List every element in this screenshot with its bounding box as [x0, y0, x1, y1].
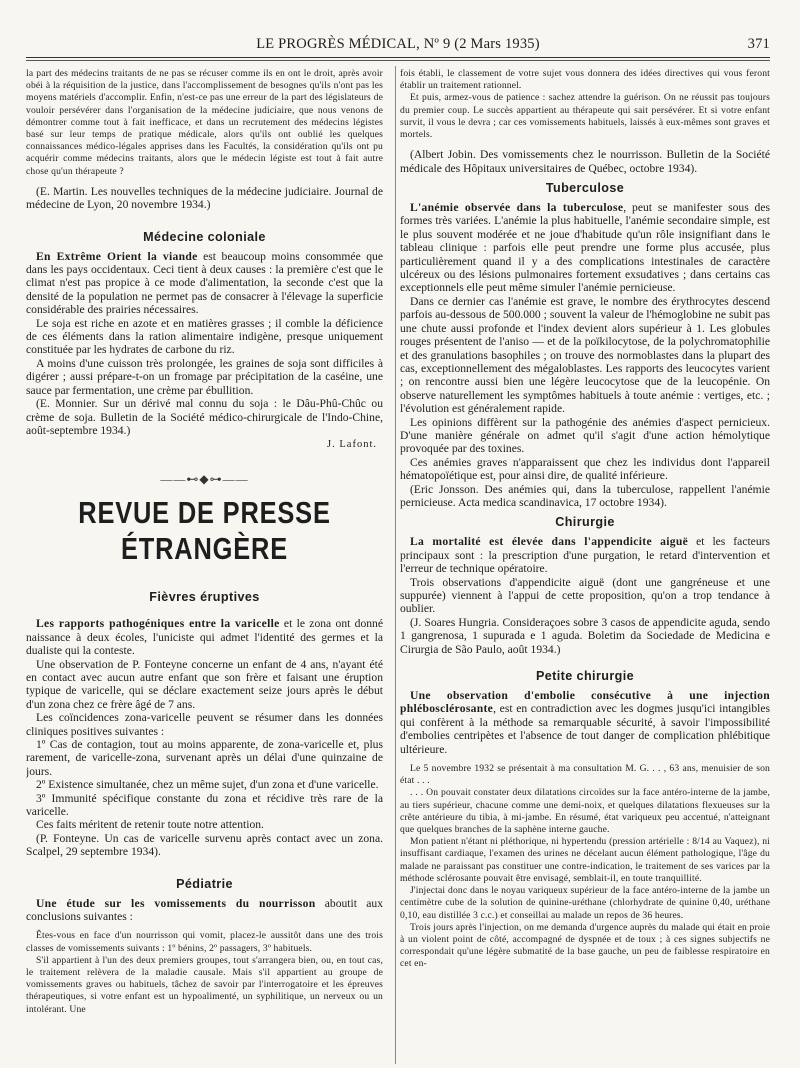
- author-signature: J. Lafont.: [327, 439, 377, 451]
- citation: (J. Soares Hungria. Consideraçoes sobre 3 casos de appendicite aguda, sendo 1 gangrenosa, 1 supurada e 1 aguda. Boletim da Sociedade de Medicina e Cirurgia de São Paulo, août 1934.): [400, 615, 770, 656]
- paragraph: [26, 897, 383, 924]
- paragraph: Êtes-vous en face d'un nourrisson qui vomit, placez-le aussitôt dans une des trois classes de vomissements suivants : 1º bénins, 2º passagers, 3º habituels.: [26, 930, 383, 954]
- paragraph-text: , peut se manifester sous des formes très variées. L'anémie la plus habituelle, l'anémie secondaire simple, est le plus souvent modérée et ne joue d'habitude qu'un rôle insignifiant dans le tableau clinique : parfois elle peut prendre une forme plus accusée, plus particulièrement quand il y a des complications intestinales de caractère ulcéreux ou des lésions pulmonaires fortement exsudatives ; dans certains cas exceptionnels elle peut même simuler l'anémie pernicieuse.: [400, 201, 770, 295]
- paragraph: fois établi, le classement de votre sujet vous donnera des idées directives qui vous feront établir un traitement rationnel.: [400, 68, 770, 92]
- paragraph-text: , est en contradiction avec les dogmes jusqu'ici intangibles qui confèrent à la méthode sa remarquable sécurité, à savoir l'impossibilité d'embolies centripètes et l'absence de tout danger de complication phlébitique ultérieure.: [400, 702, 770, 756]
- paragraph: 3º Immunité spécifique constante du zona et récidive très rare de la varicelle.: [26, 791, 383, 819]
- section-heading-medecine-coloniale: Médecine coloniale: [143, 229, 266, 244]
- section-heading-tuberculose: Tuberculose: [545, 181, 625, 196]
- section-heading-chirurgie: Chirurgie: [555, 515, 615, 530]
- paragraph: Trois jours après l'injection, on me demanda d'urgence auprès du malade qui était en proie à un violent point de côté, accompagné de dyspnée et de toux ; à ces signes subjectifs ne correspondait qu'une légère submatité de la base gauche, un peu de faiblesse respiratoire en cet en-: [400, 921, 770, 970]
- section-heading-petite-chirurgie: Petite chirurgie: [535, 669, 635, 684]
- page-header: [26, 36, 770, 56]
- lead-phrase: En Extrême Orient la viande: [36, 249, 198, 263]
- paragraph: [400, 201, 770, 295]
- lead-phrase: La mortalité est élevée dans l'appendicite aiguë: [410, 535, 689, 549]
- paragraph: Le 5 novembre 1932 se présentait à ma consultation M. G. . . , 63 ans, menuisier de son état . . .: [400, 763, 770, 787]
- paragraph-text: et les facteurs principaux sont : la prescription d'une purgation, le retard d'intervention et l'erreur de technique opératoire.: [400, 535, 770, 576]
- citation: (P. Fonteyne. Un cas de varicelle survenu après contact avec un zona. Scalpel, 29 septembre 1934).: [26, 831, 383, 859]
- paragraph: [400, 689, 770, 756]
- paragraph-text: est beaucoup moins consommée que dans les pays occidentaux. Ceci tient à deux causes : la première c'est que le climat n'est pas propice à ce mode d'alimentation, la seconde c'est que la densité de la population ne permet pas de consacrer à l'élevage la superficie considérable des prairies nécessaires.: [26, 249, 383, 317]
- header-rule: [26, 57, 770, 58]
- right-column: [400, 68, 770, 1064]
- paragraph: Les coïncidences zona-varicelle peuvent se résumer dans les données cliniques positives suivantes :: [26, 711, 383, 738]
- paragraph-text: aboutit aux conclusions suivantes :: [26, 896, 383, 924]
- header-rule-thin: [26, 60, 770, 61]
- column-divider: [395, 66, 396, 1064]
- paragraph: . . . On pouvait constater deux dilatations circoïdes sur la face antéro-interne de la jambe, au tiers supérieur, chacune comme une demi-noix, et quelques dilatations flexueuses sur la crête antérieure du tibia, à mi-jambe. En résumé, état variqueux peu accentué, n'atteignant que quelques branches de la saphène interne gauche.: [400, 787, 770, 836]
- paragraph: [400, 535, 770, 575]
- paragraph: Ces anémies graves n'apparaissent que chez les individus dont l'appareil hématopoïétique est, pour ainsi dire, de qualité inférieure.: [400, 455, 770, 483]
- paragraph: Les opinions diffèrent sur la pathogénie des anémies d'aspect pernicieux. D'une manière générale on admet qu'il s'agit d'une action hémolytique provoquée par des toxines.: [400, 415, 770, 456]
- paragraph: Dans ce dernier cas l'anémie est grave, le nombre des érythrocytes descend parfois au-dessous de 500.000 ; souvent la valeur de l'hémoglobine ne subit pas une chute aussi profonde et l'index devient alors supérieur à 1. Les globules rouges présentent de l'aniso — et de la poïkilocytose, de la polychromatophilie et des granulations basophiles ; on trouve des normoblastes dans la plupart des cas, exceptionnellement des mégaloblastes. Les rapports des leucocytes varient ; on rencontre aussi bien une légère leucocytose que de la leucopénie. On observe naturellement les symptômes habituels à toute anémie : vertiges, etc. ; l'évolution est généralement rapide.: [400, 294, 770, 416]
- paragraph: Trois observations d'appendicite aiguë (dont une gangréneuse et une suppurée) viennent à l'appui de cette proposition, qu'on a trop tendance à oublier.: [400, 575, 770, 616]
- paragraph: [26, 250, 383, 317]
- page-number: 371: [747, 36, 770, 52]
- paragraph: Le soja est riche en azote et en matières grasses ; il comble la déficience de ces éléments dans la ration alimentaire indigène, presque uniquement constituée par les hydrates de carbone du riz.: [26, 316, 383, 357]
- lead-phrase: L'anémie observée dans la tuberculose: [410, 201, 624, 215]
- paragraph: S'il appartient à l'un des deux premiers groupes, tout s'arrangera bien, ou, en tout cas, le traitement relèvera de la maladie causale. Mais s'il appartient au groupe de vomissements graves ou habituels, tâchez de savoir par l'interrogatoire et les épreuves thérapeutiques, si votre enfant est un hypoalimenté, un syphilitique, un nerveux ou un intolérant. Une: [26, 954, 383, 1015]
- section-ornament: ——⊷◆⊶——: [160, 472, 249, 487]
- section-heading-fievres: Fièvres éruptives: [149, 590, 260, 605]
- lead-phrase: Une observation d'embolie consécutive à une injection phlébosclérosante: [400, 689, 770, 716]
- lead-phrase: Les rapports pathogéniques entre la varicelle: [36, 617, 280, 631]
- lead-phrase: Une étude sur les vomissements du nourrisson: [36, 896, 316, 910]
- paragraph: Et puis, armez-vous de patience : sachez attendre la guérison. On ne réussit pas toujours du premier coup. Le succès appartient au thérapeute qui sait persévérer. Et si votre enfant survit, il vous le devra ; car ces vomissements habituels, laissés à eux-mêmes sont graves et mortels.: [400, 92, 770, 141]
- left-column: [26, 68, 383, 1064]
- citation: (E. Martin. Les nouvelles techniques de la médecine judiciaire. Journal de médecine de Lyon, 20 novembre 1934.): [26, 184, 383, 212]
- paragraph: Mon patient n'étant ni pléthorique, ni hypertendu (pression artérielle : 8/14 au Vaquez), ni insuffisant cardiaque, l'examen des urines ne décelant aucun élément pathologique, l'âge du malade ne paraissant pas constituer une contre-indication, le traitement de ses varices par la méthode sclérosante pouvait être envisagé, semblait-il, en toute tranquillité.: [400, 836, 770, 884]
- paragraph: 2º Existence simultanée, chez un même sujet, d'un zona et d'une varicelle.: [36, 778, 379, 792]
- paragraph-text: et le zona ont donné naissance à deux écoles, l'uniciste qui admet l'identité des germes et la dualiste qui la conteste.: [26, 617, 383, 658]
- paragraph: J'injectai donc dans le noyau variqueux supérieur de la face antéro-interne de la jambe un centimètre cube de la solution de quinine-uréthane (chlorhydrate de quinine 0,40, uréthane 0,10, eau distillée 3 c.c.) et conseillai au malade un repos de 36 heures.: [400, 885, 770, 921]
- paragraph: 1º Cas de contagion, tout au moins apparente, de zona-varicelle et, plus rarement, de varicelle-zona, survenant après un délai d'une quinzaine de jours.: [26, 737, 383, 778]
- citation: (E. Monnier. Sur un dérivé mal connu du soja : le Dâu-Phû-Chûc ou crème de soja. Bulletin de la Société médico-chirurgicale de l'Indo-Chine, août-septembre 1934.): [26, 397, 383, 437]
- paragraph: la part des médecins traitants de ne pas se récuser comme ils en ont le droit, après avoir obéi à la réquisition de la justice, dans l'accomplissement de besognes qu'ils n'ont pas les moyens matériels d'accomplir. Enfin, n'est-ce pas une erreur de la part des législateurs de vouloir persévérer dans l'organisation de la médecine judiciaire, que nous venons de démontrer comme tout à fait inefficace, et dans un recrutement des médecins légistes basé sur leur temps de pratique médicale, alors qu'ils ont oublié les quelques connaissances médico-légales apprises dans les Facultés, la considération qu'ils ont pu acquérir comme médecins traitants, alors que le médecin légiste est tout à fait autre chose qu'un thérapeute ?: [26, 68, 383, 177]
- paragraph: [26, 617, 383, 657]
- running-title: LE PROGRÈS MÉDICAL, Nº 9 (2 Mars 1935): [256, 36, 540, 52]
- section-heading-pediatrie: Pédiatrie: [176, 876, 233, 891]
- paragraph: Une observation de P. Fonteyne concerne un enfant de 4 ans, n'ayant été en contact avec aucun autre enfant que son frère et faisant une éruption typique de varicelle, qui se déclare exactement seize jours après le début d'un zona chez ce frère âgé de 7 ans.: [26, 657, 383, 711]
- citation: (Albert Jobin. Des vomissements chez le nourrisson. Bulletin de la Société médicale des Hôpitaux universitaires de Québec, octobre 1934).: [400, 148, 770, 175]
- paragraph: A moins d'une cuisson très prolongée, les graines de soja sont difficiles à digérer ; aussi prépare-t-on un fromage par précipitation de la caséine, une sauce par fermentation, une crème par ébullition.: [26, 356, 383, 397]
- paragraph: Ces faits méritent de retenir toute notre attention.: [36, 818, 264, 832]
- citation: (Eric Jonsson. Des anémies qui, dans la tuberculose, rappellent l'anémie pernicieuse. Acta medica scandinavica, 17 octobre 1934).: [400, 482, 770, 509]
- revue-title: REVUE DE PRESSE ÉTRANGÈRE: [78, 495, 331, 567]
